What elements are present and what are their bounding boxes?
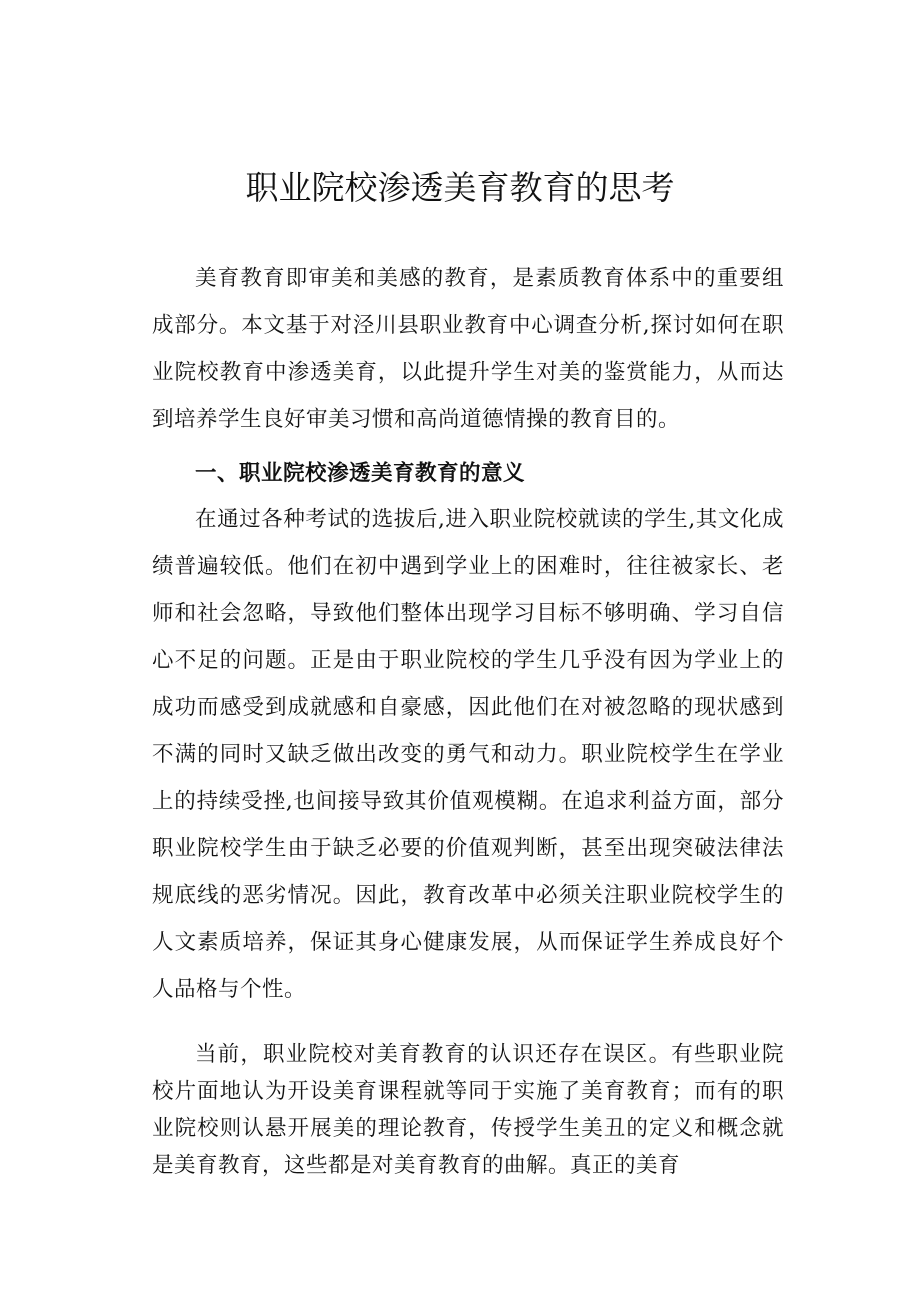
paragraph-intro: 美育教育即审美和美感的教育，是素质教育体系中的重要组成部分。本文基于对泾川县职业教育中心调查分析,探讨如何在职业院校教育中渗透美育，以此提升学生对美的鉴赏能力，从而达到培养学生良好审美习惯和高尚道德情操的教育目的。 bbox=[152, 266, 784, 432]
paragraph-section1-1: 在通过各种考试的选拔后,进入职业院校就读的学生,其文化成绩普遍较低。他们在初中遇到学业上的困难时，往往被家长、老师和社会忽略，导致他们整体出现学习目标不够明确、学习自信心不足的问题。正是由于职业院校的学生几乎没有因为学业上的成功而感受到成就感和自豪感，因此他们在对被忽略的现状感到不满的同时又缺乏做出改变的勇气和动力。职业院校学生在学业上的持续受挫,也间接导致其价值观模糊。在追求利益方面，部分职业院校学生由于缺乏必要的价值观判断，甚至出现突破法律法规底线的恶劣情况。因此，教育改革中必须关注职业院校学生的人文素质培养，保证其身心健康发展，从而保证学生养成良好个人品格与个性。 bbox=[152, 507, 784, 1002]
document-title: 职业院校渗透美育教育的思考 bbox=[245, 168, 675, 207]
section-heading-1: 一、职业院校渗透美育教育的意义 bbox=[195, 461, 526, 486]
paragraph-section1-2: 当前，职业院校对美育教育的认识还存在误区。有些职业院校片面地认为开设美育课程就等同于实施了美育教育；而有的职业院校则认悬开展美的理论教育，传授学生美丑的定义和概念就是美育教育，这些都是对美育教育的曲解。真正的美育 bbox=[152, 1042, 784, 1178]
